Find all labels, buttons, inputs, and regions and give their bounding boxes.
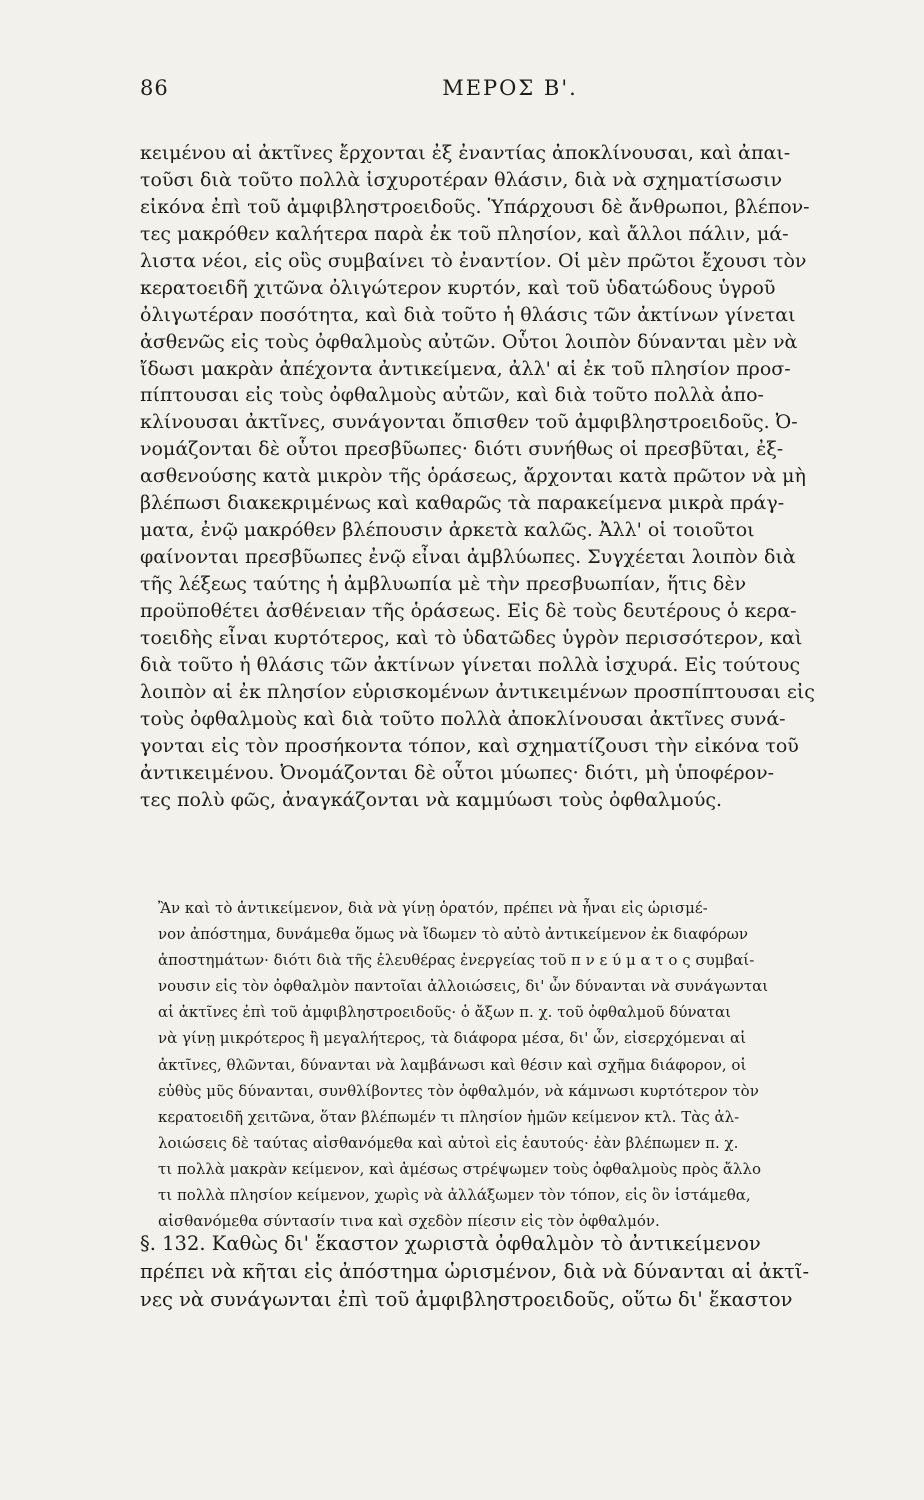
text-line: γονται εἰς τὸν προσήκοντα τόπον, καὶ σχηματίζουσι τὴν εἰκόνα τοῦ (140, 734, 799, 757)
text-line: κερατοειδῆ χιτῶνα ὀλιγώτερον κυρτόν, καὶ τοῦ ὑδατώδους ὑγροῦ (140, 276, 776, 299)
text-line: κειμένου αἱ ἀκτῖνες ἔρχονται ἐξ ἐναντίας ἀποκλίνουσαι, καὶ ἀπαι- (140, 142, 791, 164)
footnote (158, 895, 880, 1234)
section-132 (140, 1230, 880, 1314)
text-line: διὰ τοῦτο ἡ θλάσις τῶν ἀκτίνων γίνεται πολλὰ ἰσχυρά. Εἰς τούτους (140, 653, 801, 676)
footnote-line: τι πολλὰ μακρὰν κείμενον, καὶ ἀμέσως στρέψωμεν τοὺς ὀφθαλμοὺς πρὸς ἄλλο (158, 1159, 762, 1178)
text-line: φαίνονται πρεσβῦωπες ἐνῷ εἶναι ἀμβλύωπες. Συγχέεται λοιπὸν διὰ (140, 546, 796, 569)
footnote-line: ἀκτῖνες, θλῶνται, δύνανται νὰ λαμβάνωσι καὶ θέσιν καὶ σχῆμα διάφορον, οἱ (158, 1055, 747, 1074)
text-line: λοιπὸν αἱ ἐκ πλησίον εὑρισκομένων ἀντικειμένων προσπίπτουσαι εἰς (140, 680, 815, 703)
text-line: τῆς λέξεως ταύτης ἡ ἀμβλυωπία μὲ τὴν πρεσβυωπίαν, ἥτις δὲν (140, 573, 747, 595)
footnote-line: εὐθὺς μῦς δύνανται, συνθλίβοντες τὸν ὀφθαλμόν, νὰ κάμνωσι κυρτότερον τὸν (158, 1081, 759, 1100)
text-line: τες πολὺ φῶς, ἀναγκάζονται νὰ καμμύωσι τοὺς ὀφθαλμούς. (140, 788, 723, 811)
text-line: προϋποθέτει ἀσθένειαν τῆς ὁράσεως. Εἰς δὲ τοὺς δευτέρους ὁ κερα- (140, 599, 797, 622)
footnote-line: κερατοειδῆ χειτῶνα, ὅταν βλέπωμέν τι πλησίον ἡμῶν κείμενον κτλ. Τὰς ἀλ- (158, 1107, 740, 1126)
text-line: πίπτουσαι εἰς τοὺς ὀφθαλμοὺς αὐτῶν, καὶ διὰ τοῦτο πολλὰ ἀπο- (140, 384, 764, 407)
footnote-line: Ἂν καὶ τὸ ἀντικείμενον, διὰ νὰ γίνῃ ὁρατόν, πρέπει νὰ ἦναι εἰς ὡρισμέ- (158, 899, 708, 917)
text-line: ασθενούσης κατὰ μικρὸν τῆς ὁράσεως, ἄρχονται κατὰ πρῶτον νὰ μὴ (140, 465, 806, 488)
text-line: βλέπωσι διακεκριμένως καὶ καθαρῶς τὰ παρακείμενα μικρὰ πράγ- (140, 492, 785, 515)
text-line: ἀντικειμένου. Ὀνομάζονται δὲ οὗτοι μύωπες· διότι, μὴ ὑποφέρον- (140, 761, 775, 784)
page-number: 86 (140, 76, 169, 100)
text-line: λιστα νέοι, εἰς οὓς συμβαίνει τὸ ἐναντίον. Οἱ μὲν πρῶτοι ἔχουσι τὸν (140, 249, 807, 272)
text-line: νομάζονται δὲ οὗτοι πρεσβῦωπες· διότι συνήθως οἱ πρεσβῦται, ἐξ- (140, 438, 784, 461)
footnote-line: ἀποστημάτων· διότι διὰ τῆς ἐλευθέρας ἐνεργείας τοῦ π ν ε ύ μ α τ ο ς συμβαί- (158, 951, 755, 970)
text-line: ὀλιγωτέραν ποσότητα, καὶ διὰ τοῦτο ἡ θλάσις τῶν ἀκτίνων γίνεται (140, 303, 796, 326)
footnote-line: νὰ γίνῃ μικρότερος ἢ μεγαλήτερος, τὰ διάφορα μέσα, δι' ὧν, εἰσερχόμεναι αἱ (158, 1029, 747, 1048)
page-header (140, 76, 880, 116)
text-line: ματα, ἐνῷ μακρόθεν βλέπουσιν ἀρκετὰ καλῶς. Ἀλλ' οἱ τοιοῦτοι (140, 519, 755, 542)
footnote-line: λοιώσεις δὲ ταύτας αἰσθανόμεθα καὶ αὐτοὶ εἰς ἑαυτούς· ἐὰν βλέπωμεν π. χ. (158, 1133, 739, 1152)
text-line: εἰκόνα ἐπὶ τοῦ ἀμφιβληστροειδοῦς. Ὑπάρχουσι δὲ ἄνθρωποι, βλέπον- (140, 195, 810, 218)
footnote-line: τι πολλὰ πλησίον κείμενον, χωρὶς νὰ ἀλλάξωμεν τὸν τόπον, εἰς ὃν ἱστάμεθα, (158, 1186, 751, 1205)
text-line: τες μακρόθεν καλήτερα παρὰ ἐκ τοῦ πλησίον, καὶ ἄλλοι πάλιν, μά- (140, 222, 789, 245)
running-head: ΜΕΡΟΣ Β'. (442, 76, 578, 100)
footnote-line: αἱ ἀκτῖνες ἐπὶ τοῦ ἀμφιβληστροειδοῦς· ὁ ἄξων π. χ. τοῦ ὀφθαλμοῦ δύναται (158, 1003, 731, 1022)
footnote-line: αἰσθανόμεθα σύντασίν τινα καὶ σχεδὸν πίεσιν εἰς τὸν ὀφθαλμόν. (158, 1212, 660, 1231)
text-line: κλίνουσαι ἀκτῖνες, συνάγονται ὄπισθεν τοῦ ἀμφιβληστροειδοῦς. Ὀ- (140, 411, 798, 434)
text-line: τοῦσι διὰ τοῦτο πολλὰ ἰσχυροτέραν θλάσιν, διὰ νὰ σχηματίσωσιν (140, 168, 783, 191)
text-line: τοὺς ὀφθαλμοὺς καὶ διὰ τοῦτο πολλὰ ἀποκλίνουσαι ἀκτῖνες συνά- (140, 707, 786, 730)
footnote-line: νον ἀπόστημα, δυνάμεθα ὅμως νὰ ἴδωμεν τὸ αὐτὸ ἀντικείμενον ἐκ διαφόρων (158, 925, 748, 944)
main-text (140, 140, 880, 813)
section-line: νες νὰ συνάγωνται ἐπὶ τοῦ ἀμφιβληστροειδοῦς, οὕτω δι' ἕκαστον (140, 1288, 793, 1311)
section-line: πρέπει νὰ κῆται εἰς ἀπόστημα ὡρισμένον, διὰ νὰ δύνανται αἱ ἀκτῖ- (140, 1260, 810, 1283)
section-line: §. 132. Καθὼς δι' ἕκαστον χωριστὰ ὀφθαλμὸν τὸ ἀντικείμενον (140, 1232, 761, 1255)
footnote-line: νουσιν εἰς τὸν ὀφθαλμὸν παντοῖαι ἀλλοιώσεις, δι' ὧν δύνανται νὰ συνάγωνται (158, 977, 769, 996)
text-line: ἴδωσι μακρὰν ἀπέχοντα ἀντικείμενα, ἀλλ' αἱ ἐκ τοῦ πλησίον προσ- (140, 357, 791, 380)
text-line: ἀσθενῶς εἰς τοὺς ὀφθαλμοὺς αὐτῶν. Οὗτοι λοιπὸν δύνανται μὲν νὰ (140, 330, 798, 353)
text-line: τοειδὴς εἶναι κυρτότερος, καὶ τὸ ὑδατῶδες ὑγρὸν περισσότερον, καὶ (140, 626, 803, 649)
